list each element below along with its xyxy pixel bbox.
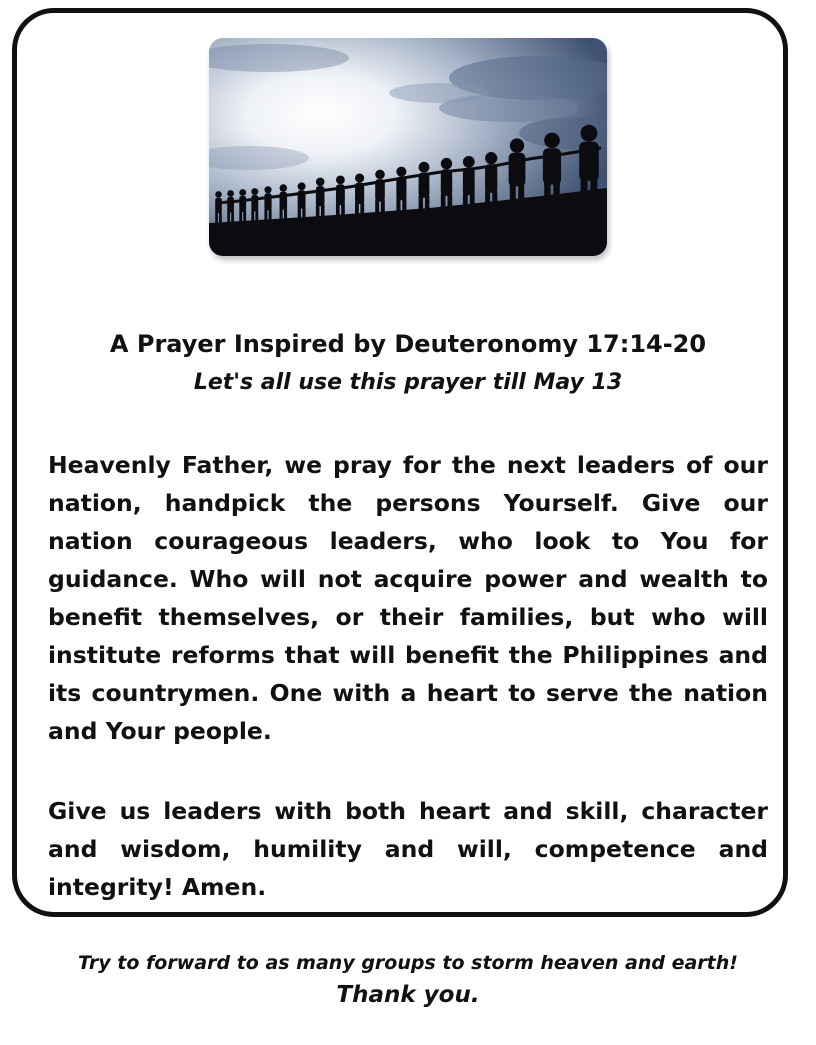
prayer-paragraph-1: Heavenly Father, we pray for the next leaders of our nation, handpick the persons Yourself. Give our nation courageous leaders, who look to You for guidance. Who will not acquire power and wealth to benefit themselves, or their families, but who will institute reforms that will benefit the Philippines and its countrymen. One with a heart to serve the nation and Your people. (48, 451, 768, 745)
footer-thank-you: Thank you. (336, 982, 480, 1008)
page-title: A Prayer Inspired by Deuteronomy 17:14-20 (109, 330, 707, 358)
prayer-paragraph-2: Give us leaders with both heart and skill, character and wisdom, humility and will, competence and integrity! Amen. (48, 797, 768, 901)
footer-forward-note: Try to forward to as many groups to storm heaven and earth! (78, 952, 738, 974)
page-subtitle: Let's all use this prayer till May 13 (193, 370, 623, 395)
silhouette-people-holding-hands-image (209, 38, 607, 256)
